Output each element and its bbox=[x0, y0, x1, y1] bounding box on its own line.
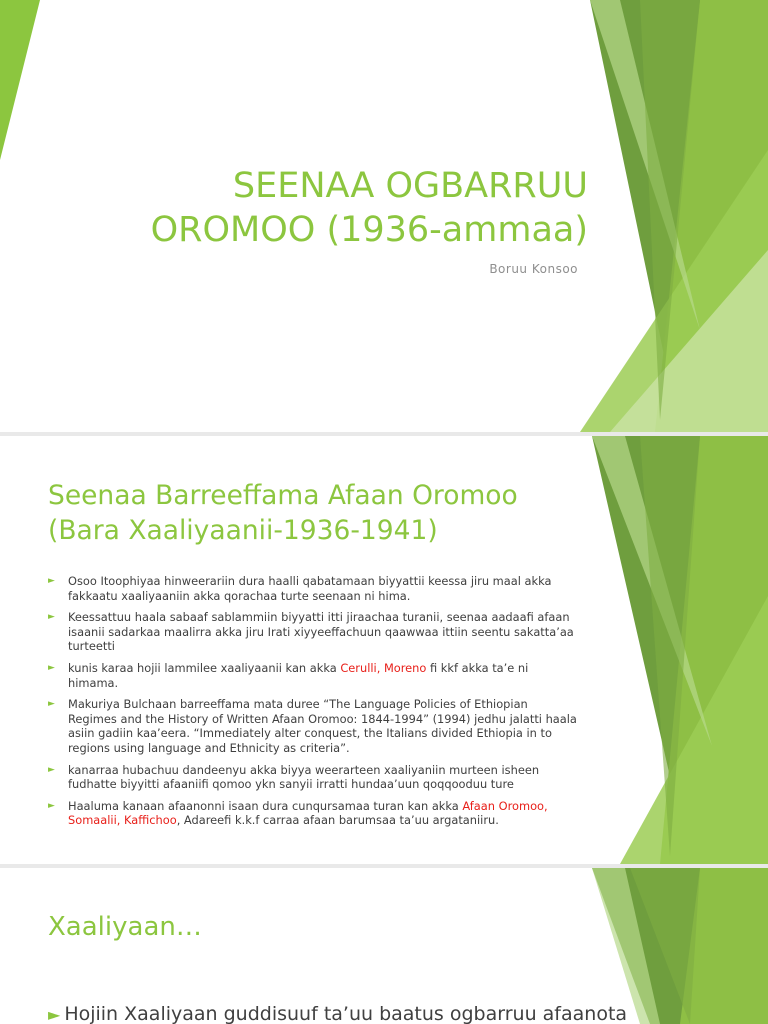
bullet-item bbox=[48, 610, 578, 654]
slide-title bbox=[148, 164, 588, 252]
bullet-item bbox=[48, 763, 578, 792]
title-line-1: SEENAA OGBARRUU bbox=[232, 166, 588, 206]
bullet-item bbox=[48, 697, 578, 755]
slide-subtitle: Boruu Konsoo bbox=[489, 262, 578, 276]
bullet-item bbox=[48, 799, 578, 828]
triangle-right-icon: ► bbox=[48, 612, 55, 623]
bullet-item bbox=[48, 574, 578, 603]
bullet-text: Keessattuu haala sabaaf sablammiin biyyatti itti jiraachaa turanii, seenaa aadaafi afaan isaanii sadarkaa maalirra akka jiru Irati xiyyeeffachuun qaawwaa ittiin seentu sakatta’aa turteetti bbox=[68, 610, 574, 654]
title-slide bbox=[0, 0, 768, 432]
bullet-highlight: Cerulli, Moreno bbox=[340, 660, 427, 675]
slide-title: Xaaliyaan… bbox=[48, 912, 202, 942]
bullet-text-after: , Adareefi k.k.f carraa afaan barumsaa ta’uu argataniiru. bbox=[176, 813, 499, 828]
title-line-1: Seenaa Barreeffama Afaan Oromoo bbox=[48, 480, 518, 511]
bullet-text: Makuriya Bulchaan barreeffama mata duree “The Language Policies of Ethiopian Regimes and the History of Written Afaan Oromoo: 1844-1994” (1994) jedhu jalatti haala asiin gadiin kaa’eera. “Immediately alter conquest, the Italians divided Ethiopia in to regions using language and Ethnicity as criteria”. bbox=[68, 697, 577, 755]
bullet-text: Osoo Itoophiyaa hinweerariin dura haalli qabatamaan biyyattii keessa jiru maal akka fakkaatu xaaliyaaniin akka qorachaa turte seenaan ni hima. bbox=[68, 574, 552, 603]
bullet-item bbox=[48, 1002, 628, 1024]
content-slide bbox=[0, 436, 768, 864]
bullet-text-after: fi kkf akka ta’e ni himama. bbox=[68, 660, 529, 690]
green-triangle-decoration bbox=[0, 868, 768, 1024]
triangle-right-icon: ► bbox=[48, 764, 55, 775]
triangle-right-icon: ► bbox=[48, 662, 55, 673]
bullet-text-before: kunis karaa hojii lammilee xaaliyaanii kan akka bbox=[68, 660, 341, 675]
triangle-right-icon: ► bbox=[48, 699, 55, 710]
content-slide bbox=[0, 868, 768, 1024]
bullet-list bbox=[48, 574, 578, 835]
triangle-right-icon: ► bbox=[48, 800, 55, 811]
bullet-highlight: Afaan Oromoo, Somaalii, Kaffichoo bbox=[68, 798, 548, 828]
bullet-text: Hojiin Xaaliyaan guddisuuf ta’uu baatus ogbarruu afaanota bbox=[64, 1003, 628, 1024]
bullet-text-before: Haaluma kanaan afaanonni isaan dura cunqursamaa turan kan akka bbox=[68, 798, 463, 813]
slide-title bbox=[48, 478, 588, 548]
title-line-2: (Bara Xaaliyaanii-1936-1941) bbox=[48, 515, 438, 546]
triangle-right-icon: ► bbox=[48, 1005, 61, 1024]
bullet-text: kanarraa hubachuu dandeenyu akka biyya weerarteen xaaliyaniin murteen isheen fudhatte biyyitti afaaniifi qomoo ykn sanyii irratti hundaa’uun qoqqooduu ture bbox=[68, 762, 540, 792]
bullet-item bbox=[48, 661, 578, 690]
triangle-right-icon: ► bbox=[48, 576, 55, 586]
title-line-2: OROMOO (1936-ammaa) bbox=[150, 210, 588, 250]
